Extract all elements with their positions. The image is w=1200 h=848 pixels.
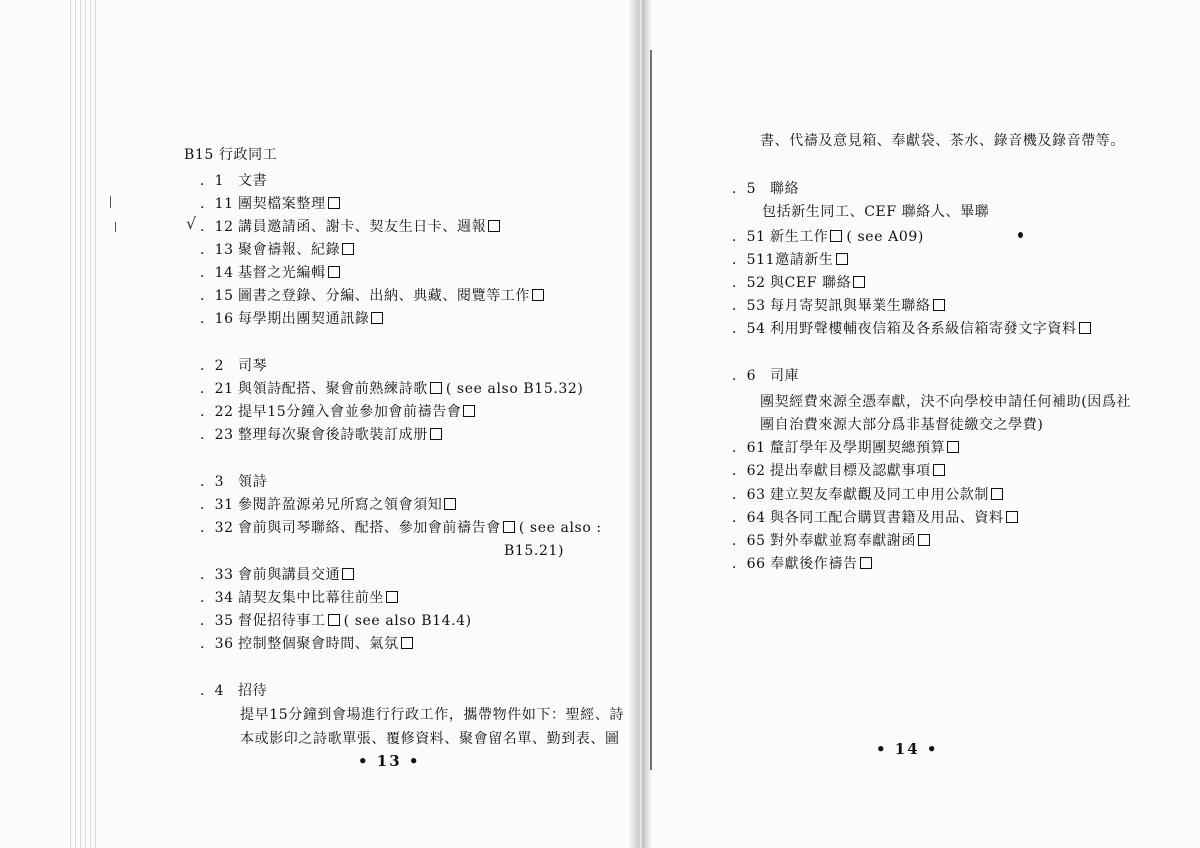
item-text: 文書 (238, 173, 268, 189)
page-number: • 13 • (358, 752, 421, 770)
outline-item (732, 509, 1018, 527)
item-text: 督促招待事工 (238, 613, 326, 629)
outline-item (200, 682, 267, 700)
item-text: 包括新生同工、CEF 聯絡人、畢聯 (762, 204, 990, 220)
page-number: • 14 • (876, 740, 939, 758)
checkbox-box-icon (328, 266, 340, 278)
checkbox-box-icon (430, 428, 442, 440)
item-text: 與各同工配合購買書籍及用品、資料 (770, 510, 1004, 526)
spine-shadow (628, 0, 638, 848)
item-code: ．65 (732, 533, 766, 549)
checkbox-box-icon (488, 220, 500, 232)
text-line (760, 132, 1125, 150)
item-text: 會前與講員交通 (238, 567, 341, 583)
outline-item (200, 566, 354, 584)
item-text: 奉獻後作禱告 (770, 556, 858, 572)
item-code: ．54 (732, 321, 766, 337)
text-line (504, 542, 564, 560)
item-code: ．16 (200, 311, 234, 327)
outline-item (200, 241, 354, 259)
item-code: ．62 (732, 463, 766, 479)
item-code: ．5 (732, 181, 757, 197)
item-text: 與CEF 聯絡 (770, 275, 852, 291)
outline-item (732, 320, 1091, 338)
checkbox-box-icon (328, 197, 340, 209)
checkbox-box-icon (836, 253, 848, 265)
outline-item (732, 367, 799, 385)
checkbox-box-icon (401, 637, 413, 649)
item-code: ．11 (200, 196, 234, 212)
item-text: 釐訂學年及學期團契總預算 (770, 440, 946, 456)
item-text: 團自治費來源大部分爲非基督徒繳交之學費) (760, 417, 1044, 433)
outline-item (200, 218, 500, 236)
item-text: 聯絡 (770, 181, 800, 197)
text-line (760, 393, 1131, 411)
checkbox-box-icon (853, 276, 865, 288)
item-code: ．12 (200, 219, 234, 235)
outline-item (200, 612, 472, 630)
item-text: 每月寄契訊與畢業生聯絡 (770, 298, 931, 314)
item-code: ．22 (200, 404, 234, 420)
item-code: ．4 (200, 683, 225, 699)
item-text: 領詩 (238, 474, 268, 490)
item-text: 司琴 (238, 358, 268, 374)
item-text: 對外奉獻並寫奉獻謝函 (770, 533, 916, 549)
checkbox-box-icon (371, 312, 383, 324)
checkbox-box-icon (947, 441, 959, 453)
item-code: ．2 (200, 358, 225, 374)
checkbox-box-icon (860, 557, 872, 569)
checkbox-box-icon (933, 464, 945, 476)
item-text: 招待 (238, 683, 268, 699)
margin-tick (110, 196, 111, 208)
item-code: ．33 (200, 567, 234, 583)
item-text: 每學期出團契通訊錄 (238, 311, 370, 327)
item-text: 利用野聲樓輔夜信箱及各系級信箱寄發文字資料 (770, 321, 1077, 337)
item-code: ．511 (732, 252, 776, 268)
item-code: ．32 (200, 520, 234, 536)
outline-item (732, 555, 872, 573)
outline-item (200, 380, 583, 398)
checkbox-box-icon (918, 534, 930, 546)
outline-item (200, 589, 398, 607)
item-text: 圖書之登錄、分編、出納、典藏、閱覽等工作 (238, 288, 530, 304)
checkbox-box-icon (342, 243, 354, 255)
checkbox-box-icon (386, 591, 398, 603)
item-code: ．52 (732, 275, 766, 291)
outline-item (732, 439, 959, 457)
outline-item (200, 310, 383, 328)
item-code: ．3 (200, 474, 225, 490)
item-code: ．36 (200, 636, 234, 652)
ink-dot (1018, 232, 1023, 238)
item-text: 司庫 (770, 368, 800, 384)
item-text: 建立契友奉獻觀及同工申用公款制 (770, 487, 989, 503)
item-text: 團契檔案整理 (238, 196, 326, 212)
text-line (240, 730, 620, 748)
item-code: ．13 (200, 242, 234, 258)
outline-item (732, 251, 848, 269)
item-text: 控制整個聚會時間、氣氛 (238, 636, 399, 652)
item-text: B15.21) (504, 543, 565, 559)
binding-mark (650, 50, 652, 770)
checkbox-box-icon (463, 405, 475, 417)
item-text: 書、代禱及意見箱、奉獻袋、茶水、錄音機及錄音帶等。 (760, 133, 1125, 149)
page-edge-lines (70, 0, 100, 848)
checkbox-box-icon (830, 230, 842, 242)
outline-item (200, 519, 602, 537)
outline-item (200, 287, 544, 305)
item-code: ．1 (200, 173, 225, 189)
item-code: ．31 (200, 497, 234, 513)
outline-item (200, 264, 340, 282)
outline-item (732, 297, 945, 315)
outline-item (200, 426, 442, 444)
outline-item (200, 473, 267, 491)
outline-item (732, 274, 865, 292)
outline-item (200, 496, 456, 514)
item-code: ．35 (200, 613, 234, 629)
item-code: ．64 (732, 510, 766, 526)
checkbox-box-icon (991, 488, 1003, 500)
item-code: ．61 (732, 440, 766, 456)
item-code: ．6 (732, 368, 757, 384)
item-text: 提早15分鐘到會場進行行政工作，攜帶物件如下：聖經、詩 (240, 707, 625, 723)
item-text: 會前與司琴聯絡、配搭、參加會前禱告會 (238, 520, 501, 536)
checkbox-box-icon (430, 382, 442, 394)
item-code: ．21 (200, 381, 234, 397)
item-reference: ( see also : (518, 520, 602, 536)
checkbox-box-icon (503, 521, 515, 533)
checkbox-box-icon (1006, 511, 1018, 523)
outline-item (200, 403, 475, 421)
checkbox-box-icon (933, 299, 945, 311)
item-code: ．23 (200, 427, 234, 443)
checkbox-box-icon (1079, 322, 1091, 334)
item-text: 團契經費來源全憑奉獻，決不向學校申請任何補助(因爲社 (760, 394, 1132, 410)
outline-item (732, 532, 930, 550)
item-code: ．51 (732, 229, 766, 245)
checkbox-box-icon (342, 568, 354, 580)
checkbox-box-icon (444, 498, 456, 510)
checkbox-box-icon (328, 614, 340, 626)
item-text: 請契友集中比幕往前坐 (238, 590, 384, 606)
item-text: 參閱許盈源弟兄所寫之領會須知 (238, 497, 443, 513)
item-text: 本或影印之詩歌單張、覆修資料、聚會留名單、勤到表、圖 (240, 731, 620, 747)
outline-item (200, 357, 267, 375)
outline-item (732, 228, 924, 246)
item-reference: ( see also B14.4) (343, 613, 472, 629)
item-reference: ( see A09) (846, 229, 924, 245)
text-line (762, 203, 989, 221)
outline-item (200, 635, 413, 653)
item-text: 新生工作 (770, 229, 829, 245)
right-page (642, 0, 1200, 848)
handwritten-checkmark: √ (186, 214, 197, 233)
item-reference: ( see also B15.32) (445, 381, 584, 397)
section-heading: B15 行政同工 (184, 147, 278, 163)
item-code: ．66 (732, 556, 766, 572)
item-text: 基督之光編輯 (238, 265, 326, 281)
item-text: 聚會禱報、紀錄 (238, 242, 341, 258)
item-code: ．14 (200, 265, 234, 281)
outline-item (732, 486, 1003, 504)
item-code: ．53 (732, 298, 766, 314)
item-text: 提早15分鐘入會並參加會前禱告會 (238, 404, 462, 420)
item-code: ．34 (200, 590, 234, 606)
item-code: ．63 (732, 487, 766, 503)
text-line (760, 416, 1043, 434)
checkbox-box-icon (532, 289, 544, 301)
item-text: 提出奉獻目標及認獻事項 (770, 463, 931, 479)
outline-item (732, 180, 799, 198)
item-text: 講員邀請函、謝卡、契友生日卡、週報 (238, 219, 487, 235)
margin-tick (115, 222, 116, 232)
outline-item (200, 195, 340, 213)
item-text: 邀請新生 (775, 252, 834, 268)
outline-item (200, 172, 267, 190)
item-code: ．15 (200, 288, 234, 304)
item-text: 與領詩配搭、聚會前熟練詩歌 (238, 381, 428, 397)
item-text: 整理每次聚會後詩歌裝訂成册 (238, 427, 428, 443)
outline-item (732, 462, 945, 480)
text-line (240, 706, 624, 724)
